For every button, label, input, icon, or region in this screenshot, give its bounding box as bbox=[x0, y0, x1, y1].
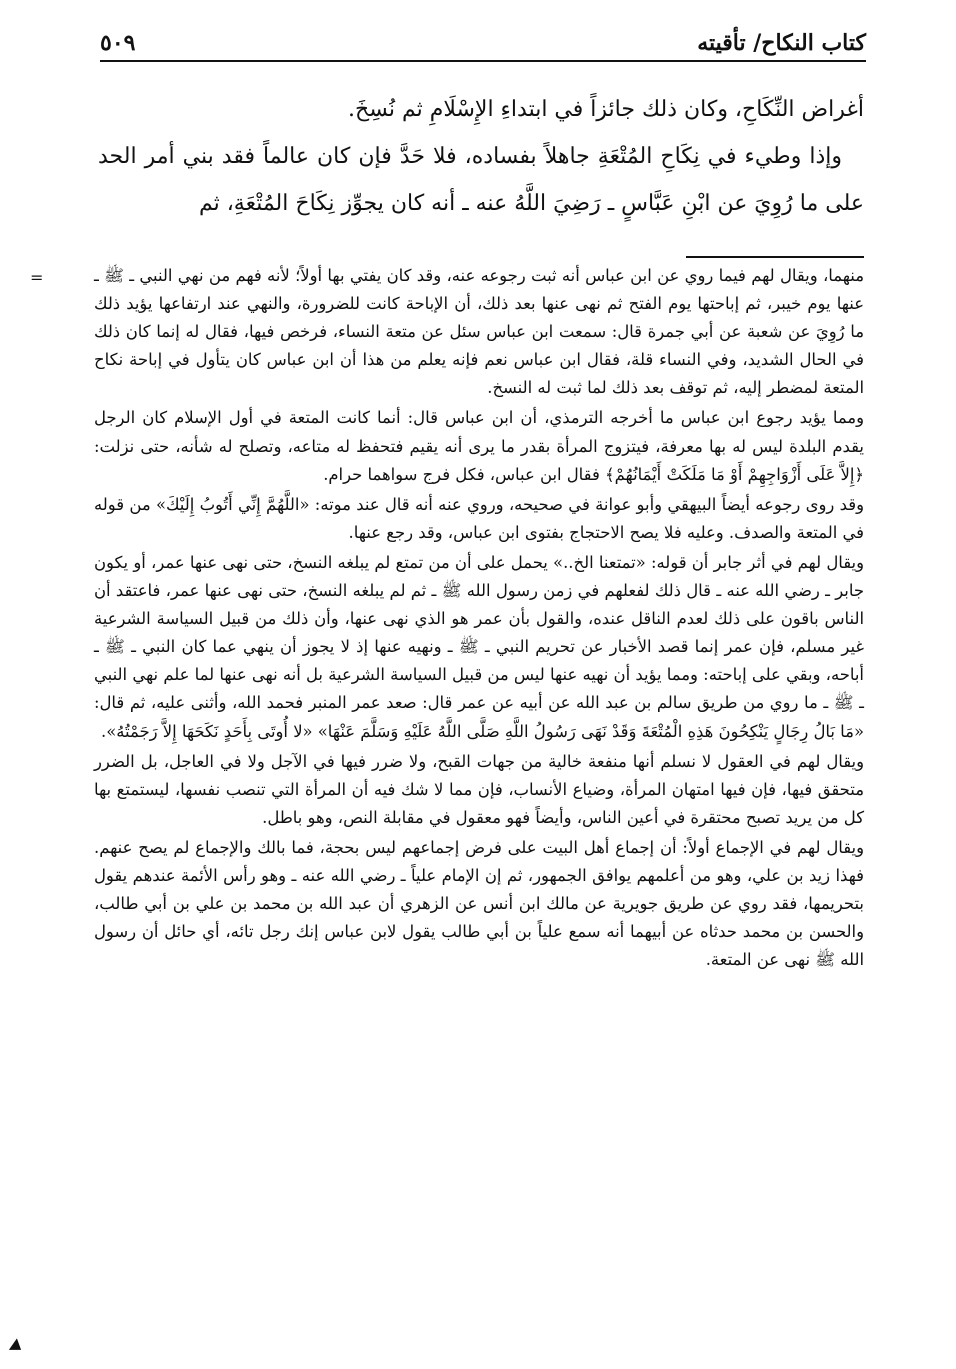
footnotes bbox=[94, 262, 864, 976]
footnote-paragraph: ويقال لهم في الإجماع أولاً: أن إجماع أهل البيت على فرض إجماعهم ليس بحجة، فما بالك والإجماع لم يصح عنهم. فهذا زيد بن علي، وهو من أعلمهم يوافق الجمهور، ثم إن الإمام علياً ـ رضي الله عنه ـ وهو رأس الأئمة عندهم يقول بتحريمها، فقد روي عن طريق جويرية عن مالك ابن أنس عن الزهري أن عبد الله بن محمد بن علي بن أبي طالب، والحسن بن محمد حدثاه عن أبيهما أنه سمع علياً بن أبي طالب يقول لابن عباس إنك رجل تائه، أي حائل أن رسول الله ﷺ نهى عن المتعة. bbox=[94, 837, 864, 970]
header-title: كتاب النكاح/ تأقيته bbox=[697, 30, 866, 56]
page-number: ٥٠٩ bbox=[100, 30, 136, 56]
main-paragraph: أغراض النِّكَاحِ، وكان ذلك جائزاً في ابتداءِ الإِسْلَامِ ثم نُسِخَ. bbox=[348, 97, 864, 122]
footnote-paragraph: ويقال لهم في أثر جابر أن قوله: «تمتعنا الخ..» يحمل على أن من تمتع لم يبلغه النسخ، حتى نهى عنها عمر، أو يكون جابر ـ رضي الله عنه ـ قال ذلك لفعلهم في زمن رسول الله ﷺ ـ ثم لم يبلغه النسخ، حتى نهى عنها عمر، فاعتقد أن الناس باقون على ذلك لعدم الناقل عنده، والقول بأن عمر هو الذي نهى عنها، وأن ذلك من قبيل السياسة الشرعية غير مسلم، فإن عمر إنما قصد الأخبار عن تحريم النبي ـ ﷺ ـ ونهيه عنها إذ لا يجوز أن ينهي عما كان النبي ـ ﷺ ـ أباحه، وبقي على إباحته: ومما يؤيد أن نهيه عنها ليس من قبيل السياسة الشرعية بل أنه نهى عنها لما علم نهي النبي ـ ﷺ ـ ما روي من طريق سالم بن عبد الله عن أبيه عن عمر قال: صعد عمر المنبر فحمد الله، وأثنى عليه، ثم قال: «مَا بَالُ رِجَالٍ يَنْكِحُونَ هَذِهِ الْمُتْعَةَ وَقَدْ نَهَى رَسُولُ اللَّهِ صَلَّى اللَّهُ عَلَيْهِ وَسَلَّمَ عَنْهَا» «لا أُوتَى بِأَحَدٍ نَكَحَهَا إِلاَّ رَجَمْتُهُ». bbox=[94, 552, 864, 741]
footnote-continuation-marker: = bbox=[30, 268, 44, 287]
footnote-paragraph: ومما يؤيد رجوع ابن عباس ما أخرجه الترمذي، أن ابن عباس قال: أنما كانت المتعة في أول الإسلام كان الرجل يقدم البلدة ليس له بها معرفة، فيتزوج المرأة بقدر ما يرى أنه يقيم فتحفظ له متاعه، وتصلح له شأنه، حتى نزلت: ﴿إِلاَّ عَلَى أَزْوَاجِهِمْ أَوْ مَا مَلَكَتْ أَيْمَانُهُمْ﴾ فقال ابن عباس، فكل فرج سواهما حرام. bbox=[94, 408, 864, 484]
footnote-separator bbox=[686, 256, 864, 258]
main-text bbox=[98, 86, 864, 227]
running-header bbox=[100, 22, 866, 62]
footnote-paragraph: منهما، ويقال لهم فيما روي عن ابن عباس أنه ثبت رجوعه عنه، وقد كان يفتي بها أولاً؛ لأنه فهم من نهي النبي ـ ﷺ ـ عنها يوم خيبر، ثم إباحتها يوم الفتح ثم نهى عنها بعد ذلك، أن الإباحة كانت للضرورة، والنهي عند ارتفاعها يؤيد ذلك ما رُوِيَ عن شعبة عن أبي جمرة قال: سمعت ابن عباس سئل عن متعة النساء، فرخص فيها، فقال له إنما كان ذلك في الحال الشديد، وفي النساء قلة، فقال ابن عباس نعم فإنه يعلم من هذا أن ابن عباس كان يتأول في إباحة نكاح المتعة لمضطر إليه، ثم توقف بعد ذلك لما ثبت له النسخ. bbox=[94, 266, 864, 398]
footnote-paragraph: وقد روى رجوعه أيضاً البيهقي وأبو عوانة في صحيحه، وروي عنه أنه قال عند موته: «اللَّهُمَّ إِنِّي أَتُوبُ إِلَيْكَ» من قوله في المتعة والصدف. وعليه فلا يصح الاحتجاج بفتوى ابن عباس، وقد رجع عنها. bbox=[94, 494, 864, 542]
footnote-paragraph: ويقال لهم في العقول لا نسلم أنها منفعة خالية من جهات القبح، ولا ضرر فيها في الآجل ولا في العاجل، بل الضرر متحقق فيها، فإن فيها امتهان المرأة، وضياع الأنساب، فإن مما لا شك فيه أن المرأة التي تنصب نفسها، ليستمتع بها كل من يريد تصبح محتقرة في أعين الناس، وأيضاً فهو معقول في مقابلة النص، وهو باطل. bbox=[94, 751, 864, 827]
main-paragraph: وإذا وطيء في نِكَاحِ المُتْعَةِ جاهلاً بفساده، فلا حَدَّ فإن كان عالماً فقد بني أمر الحد على ما رُوِيَ عن ابْنِ عَبَّاسٍ ـ رَضِيَ اللَّهُ عنه ـ أنه كان يجوِّز نِكَاحَ المُتْعَةِ، ثم bbox=[98, 144, 864, 216]
scan-corner-mark bbox=[9, 1338, 25, 1355]
